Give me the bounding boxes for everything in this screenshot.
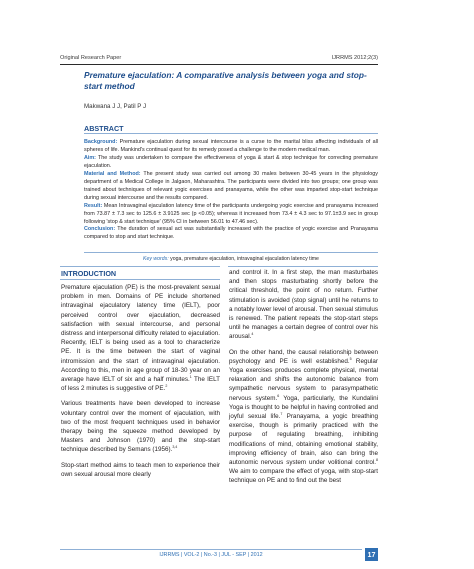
page-number: 17 <box>365 548 378 561</box>
aim-label: Aim: <box>84 154 96 161</box>
right-column <box>229 268 378 492</box>
intro-r2a-text: On the other hand, the causal relationship between psychology and PE is well established. <box>229 348 378 365</box>
intro-p3-text: Stop-start method aims to teach men to experience their own sexual arousal more clearly <box>61 461 220 478</box>
journal-citation: IJRRMS 2012;2(3) <box>331 55 378 61</box>
conclusion-label: Conclusion: <box>84 226 116 233</box>
citation-ref: 2 <box>165 384 168 389</box>
paper-type-label: Original Research Paper <box>60 55 122 61</box>
intro-r2e-text: We aim to compare the effect of yoga, with stop-start technique on PE and to find out the best <box>229 468 378 485</box>
background-label: Background: <box>84 139 118 145</box>
methods-label: Material and Method: <box>84 170 141 177</box>
article-title: Premature ejaculation: A comparative analysis between yoga and stop-start method <box>84 70 367 92</box>
right-column-top-divider <box>228 266 378 267</box>
citation-ref: 8 <box>376 457 378 462</box>
intro-paragraph-4 <box>229 268 378 342</box>
introduction-divider <box>60 279 220 280</box>
author-list: Makwana J J, Patil P J <box>84 103 147 110</box>
keywords-line <box>84 256 378 262</box>
citation-ref: 6 <box>277 393 280 398</box>
citation-ref: 7 <box>280 411 283 416</box>
intro-paragraph-5 <box>229 348 378 486</box>
intro-p1-text: Premature ejaculation (PE) is the most-prevalent sexual problem in men. Domains of PE include shortened intravaginal ejaculatory latency time (IELT), poor perceived control over ejaculation, decreased satisfaction with sexual intercourse, and personal distress and interpersonal difficulty related to ejaculation. Recently, IELT is being used as a tool to characterize PE. It is the time between the start of vaginal intromission and the start of intravaginal ejaculation. According to this, men in age group of 18-30 year on an average have IELT of six and a half minutes. <box>61 284 220 384</box>
background-text: Premature ejaculation during sexual intercourse is a curse to the marital bliss affecting individuals of all spheres of life. Mankind's continual quest for its remedy posed a challenge to the modern medical man. <box>84 139 378 153</box>
aim-text: The study was undertaken to compare the effectiveness of yoga & start & stop technique for correcting premature ejaculation. <box>84 154 378 169</box>
methods-text: The present study was carried out among 30 males between 30-45 years in the physiology department of a Medical College in Jalgaon, Maharashtra. The participants were divided into two groups; one group was trained about techniques of relevant yogic exercises and pranayama, while the other was imparted stop-start technique during sexual intercourse and the results compared. <box>84 170 378 201</box>
abstract-heading: ABSTRACT <box>84 124 124 133</box>
intro-paragraph-1 <box>61 283 220 393</box>
citation-ref: 1 <box>189 374 192 379</box>
citation-ref: 5 <box>349 356 352 361</box>
intro-paragraph-3 <box>61 461 220 479</box>
introduction-heading: INTRODUCTION <box>61 269 117 278</box>
intro-r2b-text: Regular Yoga exercises produces complete physical, mental relaxation and shifts the autonomic balance from sympathetic nervous system to parasympathetic nervous system. <box>229 357 378 402</box>
keywords-text: yoga, premature ejaculation, intravaginal ejaculation latency time <box>168 256 319 262</box>
citation-ref: 3,4 <box>172 445 178 450</box>
abstract-divider <box>84 133 378 134</box>
intro-paragraph-2 <box>61 399 220 454</box>
result-text: Mean Intravaginal ejaculation latency time of the participants undergoing yogic exercise and pranayama increased from 73.87 ± 7.3 sec to 125.6 ± 3.9125 sec (p <0.05); whereas it increased from 73.4 ± 4.3 sec to 97.1±3.9 sec in group following 'stop & start technique' (95% CI in between 56.01 to 47.46 sec). <box>84 202 379 225</box>
intro-r2c-text: Yoga, particularly, the Kundalini Yoga is thought to be helpful in having controlled and joyful sexual life. <box>229 394 378 421</box>
intro-p1-tail: The IELT of less 2 minutes is suggestive of PE. <box>61 376 220 393</box>
intro-r1-text: and control it. In a first step, the man masturbates and then stops masturbating shortly before the critical threshold, the point of no return. Further stimulation is avoided (stop signal) until he returns to a notably lower level of arousal. Then sexual stimulus is renewed. The patient repeats the stop-start steps until he manages a certain degree of control over his arousal. <box>229 269 378 341</box>
citation-ref: 4 <box>251 332 254 337</box>
abstract-body <box>84 139 378 242</box>
left-column-top-divider <box>60 266 220 267</box>
header-divider <box>60 64 378 65</box>
intro-r2d-text: Pranayama, a yogic breathing exercise, though is primarily practiced with the purpose of regulating breathing, inhibiting modifications of mind, obtaining emotional stability, improving efficiency of brain, also can bring the autonomic nervous system under volitional control. <box>229 413 378 467</box>
footer-divider <box>60 549 362 550</box>
keywords-label: Key words: <box>143 256 169 262</box>
result-label: Result: <box>84 202 103 209</box>
footer-journal-info: IJRRMS | VOL-2 | No.-3 | JUL - SEP | 2012 <box>159 552 263 558</box>
intro-p2-text: Various treatments have been developed to increase voluntary control over the moment of ejaculation, with two of the most frequent techniques used in behavior therapy being the squeeze method developed by Masters and Johnson (1970) and the stop-start technique described by Semans (1956). <box>61 400 220 454</box>
conclusion-text: The duration of sexual act was substantially increased with the practice of yogic exercise and Pranayama compared to stop and start technique. <box>84 226 379 241</box>
abstract-bottom-divider <box>84 252 378 253</box>
left-column <box>61 283 220 485</box>
